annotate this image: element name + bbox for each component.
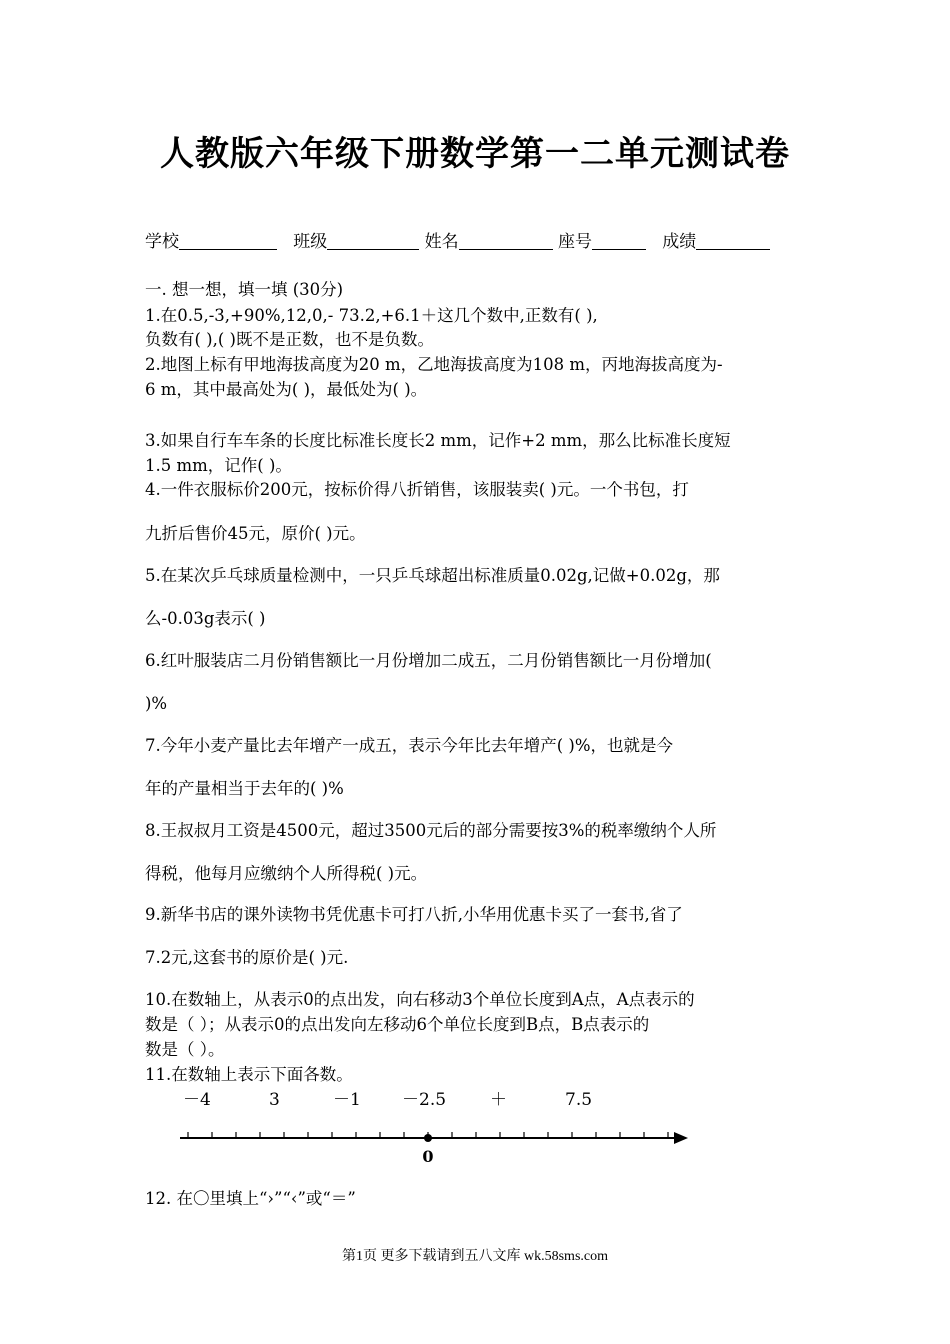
number-item: －4 bbox=[183, 1090, 211, 1110]
number-item: 7.5 bbox=[565, 1090, 593, 1110]
question-4-line-2: 九折后售价45元，原价( )元。 bbox=[145, 524, 366, 543]
question-3-line-2: 1.5 mm，记作( )。 bbox=[145, 456, 292, 475]
question-7-line-2: 年的产量相当于去年的( )% bbox=[145, 779, 344, 798]
score-label: 成绩 bbox=[662, 232, 697, 252]
question-10-line-3: 数是（ ）。 bbox=[145, 1040, 225, 1059]
question-11-text: 11.在数轴上表示下面各数。 bbox=[145, 1065, 353, 1084]
student-info-row bbox=[145, 227, 825, 252]
number-item: －2.5 bbox=[402, 1090, 447, 1110]
question-1-line-1: 1.在0.5,-3,+90%,12,0,- 73.2,+6.1＋这几个数中,正数有( ), bbox=[145, 306, 598, 325]
numbers-to-plot bbox=[145, 1089, 825, 1113]
question-12-text: 12. 在〇里填上“›”“‹”或“＝” bbox=[145, 1189, 356, 1208]
number-line bbox=[176, 1124, 696, 1170]
page-footer: 第1页 更多下载请到五八文库 wk.58sms.com bbox=[342, 1249, 608, 1264]
class-blank[interactable] bbox=[327, 231, 419, 250]
section-heading: 一. 想一想，填一填 (30分) bbox=[145, 280, 344, 299]
question-4-line-1: 4.一件衣服标价200元，按标价得八折销售，该服装卖( )元。一个书包，打 bbox=[145, 480, 689, 499]
number-line-arrow bbox=[674, 1132, 688, 1144]
number-item: 3 bbox=[269, 1090, 280, 1110]
question-3-line-1: 3.如果自行车车条的长度比标准长度长2 mm，记作+2 mm，那么比标准长度短 bbox=[145, 431, 731, 450]
class-label: 班级 bbox=[293, 232, 328, 252]
score-blank[interactable] bbox=[696, 231, 770, 250]
name-blank[interactable] bbox=[459, 231, 553, 250]
question-8-line-2: 得税，他每月应缴纳个人所得税( )元。 bbox=[145, 864, 428, 883]
origin-point bbox=[424, 1134, 432, 1142]
question-6-line-2: )% bbox=[145, 694, 168, 713]
page-title: 人教版六年级下册数学第一二单元测试卷 bbox=[160, 134, 790, 174]
seat-label: 座号 bbox=[558, 232, 593, 252]
question-2-line-2: 6 m，其中最高处为( )，最低处为( )。 bbox=[145, 380, 428, 399]
question-9-line-1: 9.新华书店的课外读物书凭优惠卡可打八折,小华用优惠卡买了一套书,省了 bbox=[145, 905, 683, 924]
question-8-line-1: 8.王叔叔月工资是4500元，超过3500元后的部分需要按3%的税率缴纳个人所 bbox=[145, 821, 717, 840]
origin-label: 0 bbox=[422, 1147, 434, 1166]
question-10-line-1: 10.在数轴上，从表示0的点出发，向右移动3个单位长度到A点，A点表示的 bbox=[145, 990, 695, 1009]
name-label: 姓名 bbox=[424, 232, 459, 252]
school-blank[interactable] bbox=[179, 231, 277, 250]
question-5-line-1: 5.在某次乒乓球质量检测中，一只乒乓球超出标准质量0.02g,记做+0.02g，那 bbox=[145, 566, 720, 585]
question-10-line-2: 数是（ ）；从表示0的点出发向左移动6个单位长度到B点，B点表示的 bbox=[145, 1015, 650, 1034]
number-item: －1 bbox=[333, 1090, 361, 1110]
question-6-line-1: 6.红叶服装店二月份销售额比一月份增加二成五，二月份销售额比一月份增加( bbox=[145, 651, 712, 670]
question-2-line-1: 2.地图上标有甲地海拔高度为20 m，乙地海拔高度为108 m，丙地海拔高度为- bbox=[145, 355, 723, 374]
question-7-line-1: 7.今年小麦产量比去年增产一成五，表示今年比去年增产( )%，也就是今 bbox=[145, 736, 674, 755]
question-5-line-2: 么-0.03g表示( ) bbox=[145, 609, 266, 628]
question-1-line-2: 负数有( ),( )既不是正数，也不是负数。 bbox=[145, 330, 434, 349]
seat-blank[interactable] bbox=[592, 231, 646, 250]
question-9-line-2: 7.2元,这套书的原价是( )元. bbox=[145, 948, 349, 967]
school-label: 学校 bbox=[145, 232, 179, 252]
number-item: ＋ bbox=[490, 1090, 507, 1110]
